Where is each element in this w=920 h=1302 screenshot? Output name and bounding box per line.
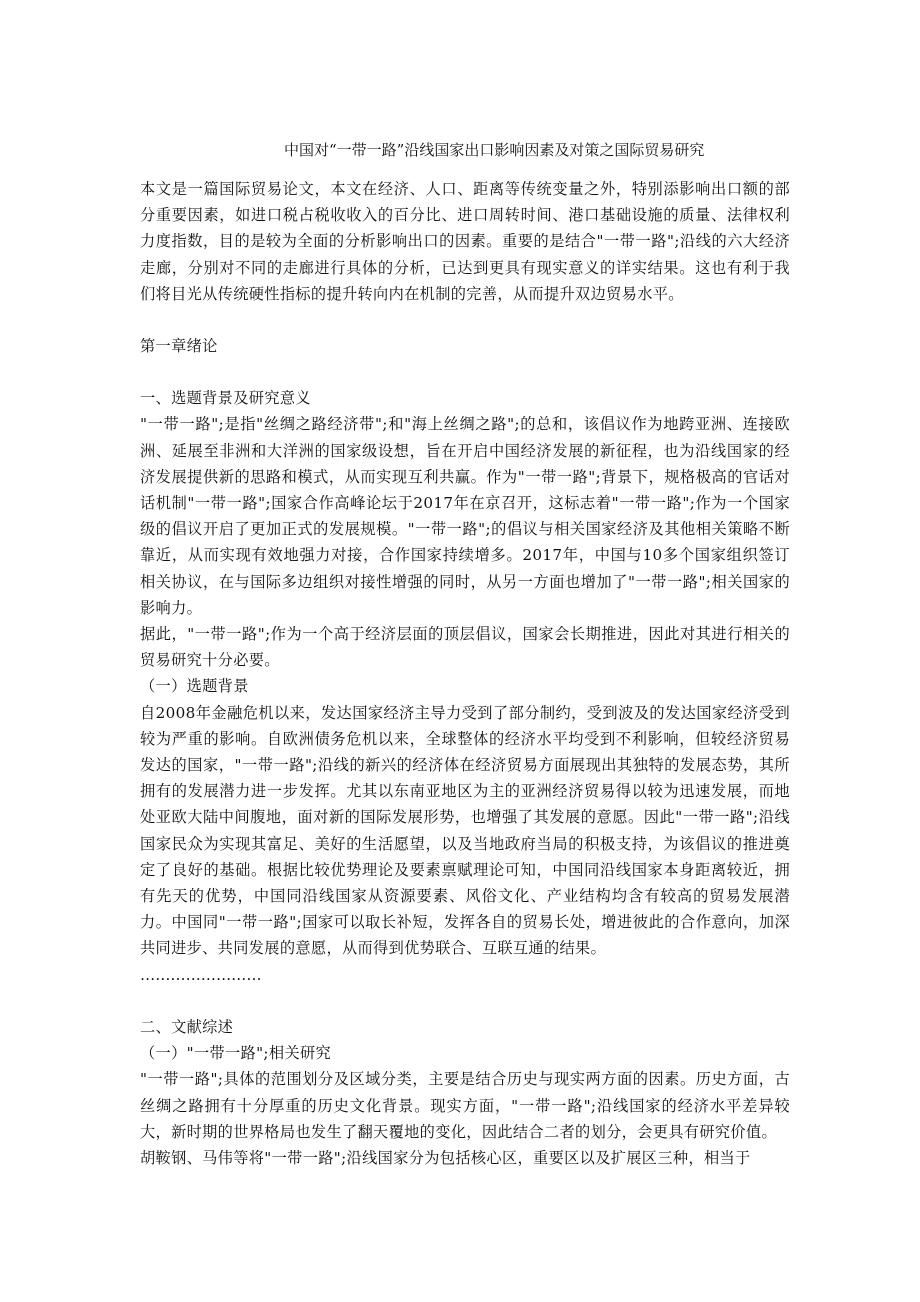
chapter-heading: 第一章绪论 [140, 337, 218, 356]
section-heading: 一、选题背景及研究意义 [140, 389, 311, 408]
ellipsis-line: …………………… [140, 965, 262, 984]
document-title: 中国对“一带一路”沿线国家出口影响因素及对策之国际贸易研究 [284, 141, 705, 159]
body-paragraph: 自2008年金融危机以来，发达国家经济主导力受到了部分制约，受到波及的发达国家经济受到较为严重的影响。自欧洲债务危机以来，全球整体的经济水平均受到不利影响，但较经济贸易发达的国家，"一带一路";沿线的新兴的经济体在经济贸易方面展现出其独特的发展态势，其所拥有的发展潜力进一步发挥。尤其以东南亚地区为主的亚洲经济贸易得以较为迅速发展，而地处亚欧大陆中间腹地，面对新的国际发展形势，也增强了其发展的意愿。因此"一带一路";沿线国家民众为实现其富足、美好的生活愿望，以及当地政府当局的积极支持，为该倡议的推进奠定了良好的基础。根据比较优势理论及要素禀赋理论可知，中国同沿线国家本身距离较近，拥有先天的优势，中国同沿线国家从资源要素、风俗文化、产业结构均含有较高的贸易发展潜力。中国同"一带一路";国家可以取长补短，发挥各自的贸易长处，增进彼此的合作意向，加深共同进步、共同发展的意愿，从而得到优势联合、互联互通的结果。 [140, 703, 790, 958]
section-heading: 二、文献综述 [140, 1017, 234, 1036]
subsection-heading: （一）"一带一路";相关研究 [140, 1044, 332, 1063]
body-paragraph: "一带一路";具体的范围划分及区域分类，主要是结合历史与现实两方面的因素。历史方面，古丝绸之路拥有十分厚重的历史文化背景。现实方面，"一带一路";沿线国家的经济水平差异较大，新时期的世界格局也发生了翻天覆地的变化，因此结合二者的划分，会更具有研究价值。 [140, 1070, 790, 1141]
spacer [140, 988, 790, 1014]
spacer [140, 307, 790, 333]
body-paragraph: 胡鞍钢、马伟等将"一带一路";沿线国家分为包括核心区，重要区以及扩展区三种，相当于 [140, 1148, 751, 1167]
abstract-paragraph: 本文是一篇国际贸易论文，本文在经济、人口、距离等传统变量之外，特别添影响出口额的部分重要因素，如进口税占税收收入的百分比、进口周转时间、港口基础设施的质量、法律权利力度指数，目的是较为全面的分析影响出口的因素。重要的是结合"一带一路";沿线的六大经济走廊，分别对不同的走廊进行具体的分析，已达到更具有现实意义的详实结果。这也有利于我们将目光从传统硬性指标的提升转向内在机制的完善，从而提升双边贸易水平。 [140, 180, 790, 303]
spacer [140, 359, 790, 385]
document-body [140, 176, 790, 1171]
body-paragraph: "一带一路";是指"丝绸之路经济带";和"海上丝绸之路";的总和，该倡议作为地跨亚洲、连接欧洲、延展至非洲和大洋洲的国家级设想，旨在开启中国经济发展的新征程，也为沿线国家的经济发展提供新的思路和模式，从而实现互利共赢。作为"一带一路";背景下，规格极高的官话对话机制"一带一路";国家合作高峰论坛于2017年在京召开，这标志着"一带一路";作为一个国家级的倡议开启了更加正式的发展规模。"一带一路";的倡议与相关国家经济及其他相关策略不断靠近，从而实现有效地强力对接，合作国家持续增多。2017年，中国与10多个国家组织签订相关协议，在与国际多边组织对接性增强的同时，从另一方面也增加了"一带一路";相关国家的影响力。 [140, 415, 790, 617]
body-paragraph: 据此，"一带一路";作为一个高于经济层面的顶层倡议，国家会长期推进，因此对其进行相关的贸易研究十分必要。 [140, 625, 790, 670]
subsection-heading: （一）选题背景 [140, 677, 249, 696]
